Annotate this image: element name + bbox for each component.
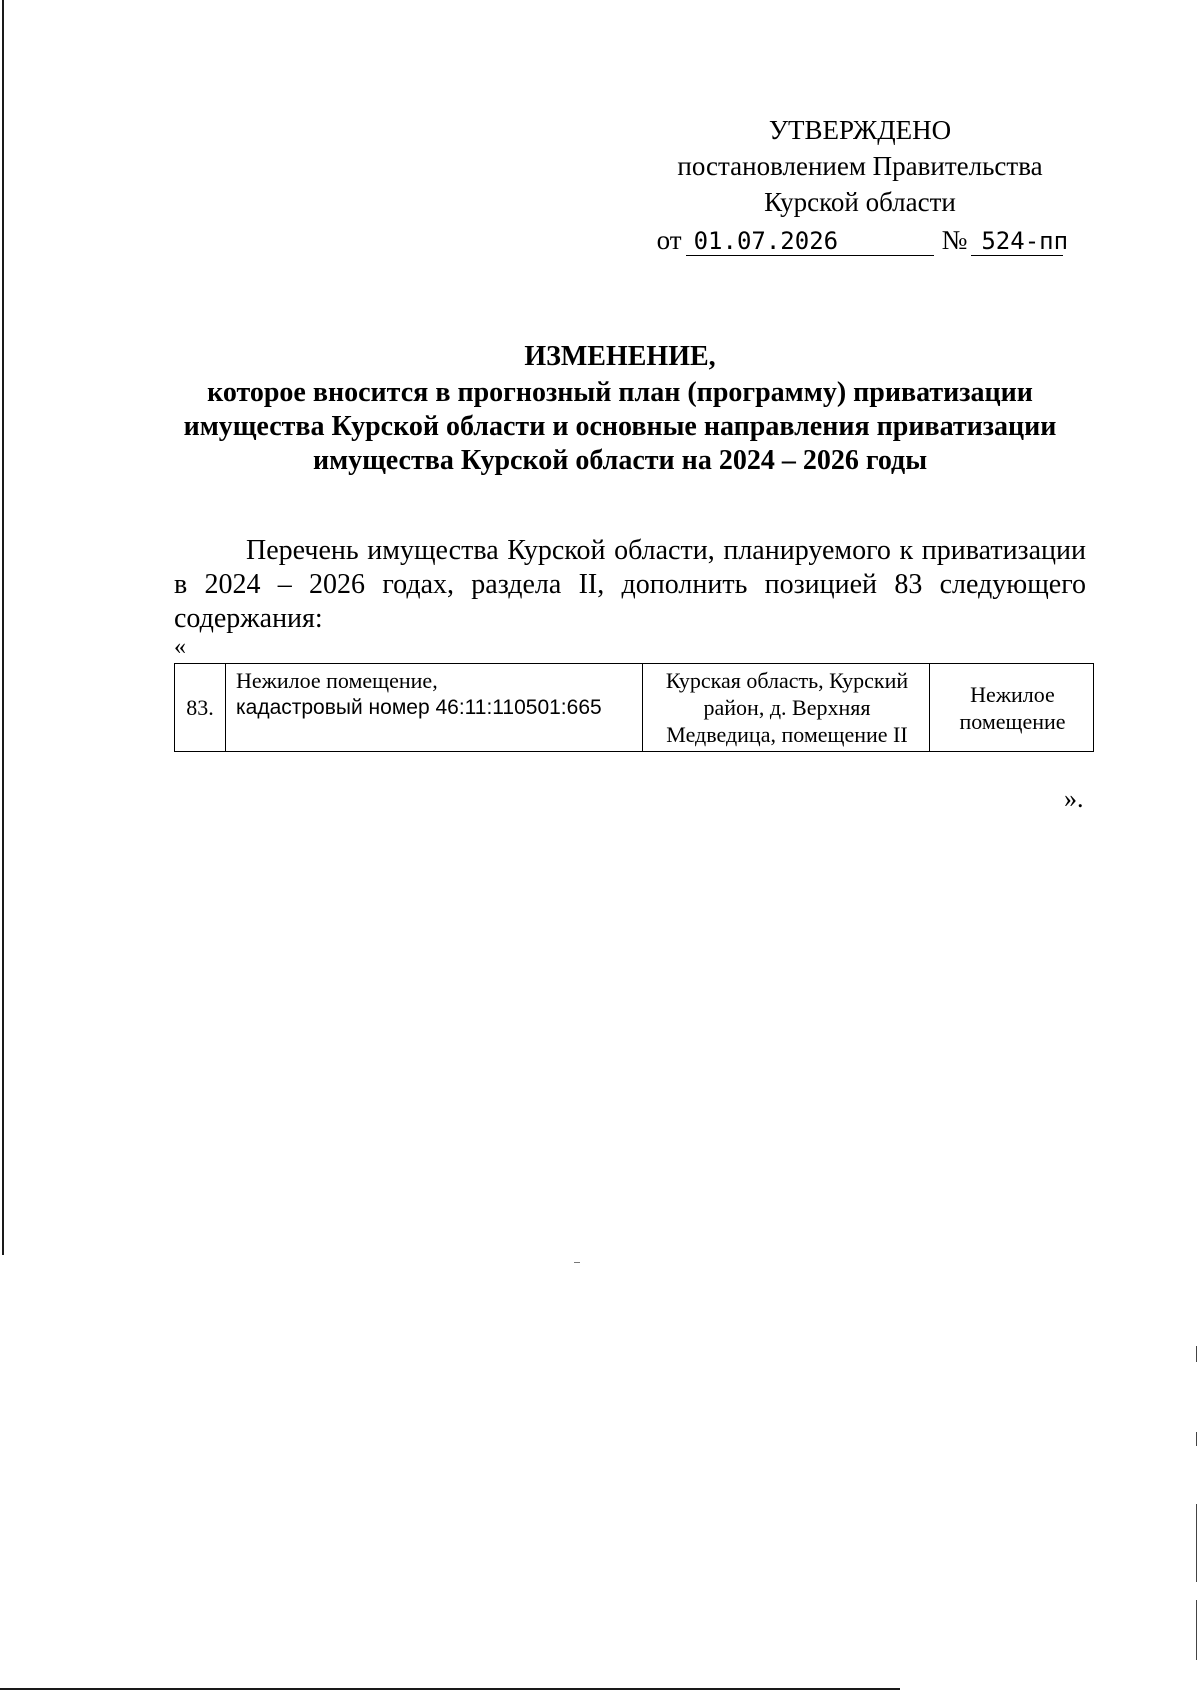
number-prefix: № (941, 225, 968, 255)
scan-border-left (2, 0, 4, 1255)
document-title (160, 340, 1080, 478)
date-prefix: от (656, 225, 682, 255)
approval-stamp (640, 112, 1080, 258)
body-paragraph: Перечень имущества Курской области, планируемого к приватизации в 2024 – 2026 годах, раздела II, дополнить позицией 83 следующего содержания: (174, 535, 1086, 634)
address-line-3: Медведица, помещение II (666, 722, 908, 747)
position-number: 83. (186, 695, 214, 720)
title-line-3: имущества Курской области на 2024 – 2026 годы (312, 445, 928, 476)
cadastral-number: кадастровый номер 46:11:110501:665 (236, 696, 602, 719)
scan-speck (574, 1262, 580, 1263)
scan-mark (1196, 1504, 1197, 1582)
closing-quote: ». (1064, 784, 1084, 813)
cell-address (643, 664, 930, 752)
address-line-2: район, д. Верхняя (703, 695, 871, 720)
approval-status: УТВЕРЖДЕНО (768, 115, 952, 145)
title-line-1: которое вносится в прогнозный план (программу) приватизации (207, 377, 1033, 408)
cell-property-name (226, 664, 643, 752)
address-line-1: Курская область, Курский (665, 668, 909, 693)
cell-property-type (930, 664, 1094, 752)
cell-position-number (175, 664, 226, 752)
opening-quote: « (174, 634, 186, 660)
scan-mark (1196, 1346, 1197, 1362)
type-line-2: помещение (959, 708, 1066, 734)
type-line-1: Нежилое (970, 681, 1055, 707)
approval-number: 524-пп (971, 227, 1063, 256)
property-name: Нежилое помещение, (236, 668, 438, 693)
table-row (175, 664, 1094, 752)
scan-mark (1196, 1432, 1197, 1446)
approval-date: 01.07.2026 (686, 227, 934, 256)
scan-mark (1196, 1600, 1197, 1660)
scan-border-bottom (0, 1688, 900, 1690)
approval-date-row (640, 222, 1080, 258)
privatization-entry-table (174, 663, 1094, 752)
approval-region: Курской области (764, 187, 956, 217)
title-heading: ИЗМЕНЕНИЕ, (524, 341, 716, 372)
approval-by-line: постановлением Правительства (677, 151, 1043, 181)
title-line-2: имущества Курской области и основные направления приватизации (183, 411, 1057, 442)
